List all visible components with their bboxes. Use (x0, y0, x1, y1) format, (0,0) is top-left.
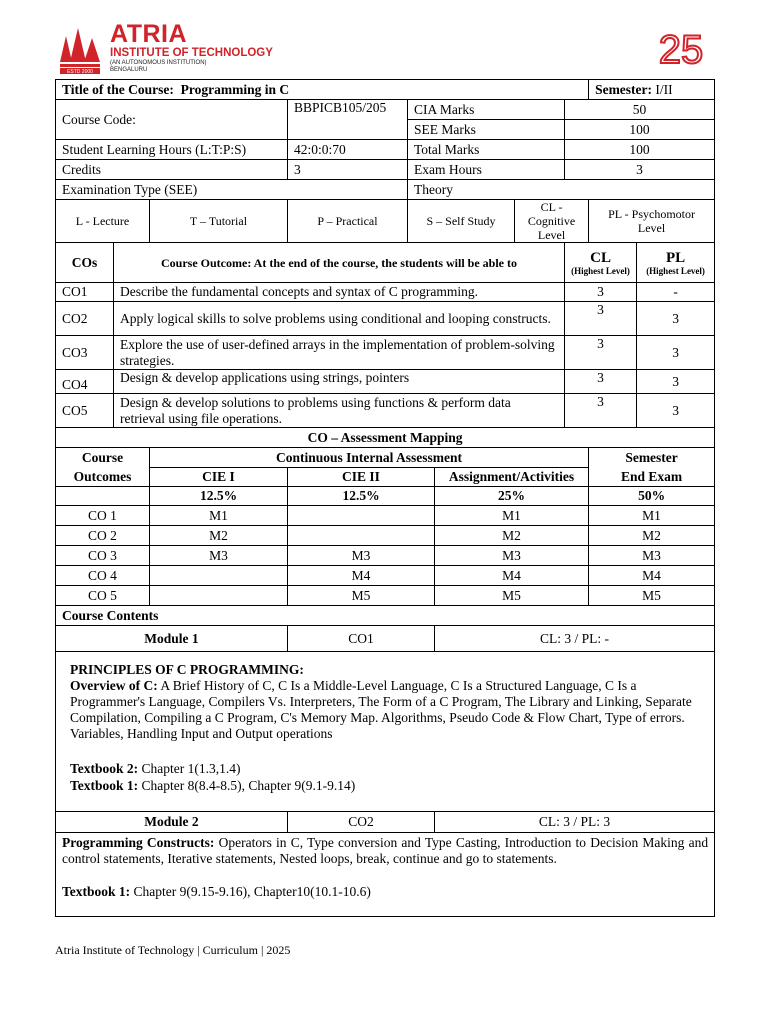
total-marks-value: 100 (565, 140, 715, 160)
co-text: Explore the use of user-defined arrays in the implementation of problem-solving strategies. (114, 336, 565, 370)
mapping-cie1: M3 (150, 546, 288, 566)
module-1-overview (70, 678, 700, 742)
module-1-textbook-2 (70, 760, 700, 777)
mapping-end-exam-label: End Exam (620, 469, 683, 484)
logo-est-text: ESTD 2000 (67, 69, 93, 74)
cl-header (565, 243, 637, 283)
module-1-header (56, 626, 715, 652)
co-id: CO4 (56, 370, 114, 394)
mapping-assign: M5 (435, 586, 589, 606)
module-1-tb1-text: Chapter 8(8.4-8.5), Chapter 9(9.1-9.14) (141, 778, 356, 793)
legend-cognitive: CL - Cognitive Level (515, 200, 589, 243)
module-2-co: CO2 (288, 812, 435, 833)
mapping-co: CO 3 (56, 546, 150, 566)
mapping-see: M5 (589, 586, 715, 606)
mapping-assign: M1 (435, 506, 589, 526)
semester-value: I/II (655, 81, 673, 97)
co-id: CO2 (56, 302, 114, 336)
co-pl: 3 (637, 336, 715, 370)
mapping-assignment-weight: 25% (435, 487, 589, 506)
mapping-co: CO 5 (56, 586, 150, 606)
semester-cell (589, 80, 715, 100)
logo-subtitle: INSTITUTE OF TECHNOLOGY (110, 47, 273, 59)
page-header (0, 0, 768, 80)
mapping-co: CO 2 (56, 526, 150, 546)
co-text: Design & develop solutions to problems using functions & perform data retrieval using file operations. (114, 394, 565, 428)
mapping-cie2: M3 (288, 546, 435, 566)
mapping-cie2 (288, 506, 435, 526)
module-2-pc-label: Programming Constructs: (62, 835, 215, 850)
exam-hours-value: 3 (565, 160, 715, 180)
module-1-tb1-label: Textbook 1: (70, 778, 139, 793)
outcome-row (56, 370, 715, 394)
total-marks-label: Total Marks (408, 140, 565, 160)
mapping-see: M2 (589, 526, 715, 546)
legend-practical: P – Practical (288, 200, 408, 243)
exam-type-label: Examination Type (SEE) (56, 180, 408, 200)
course-title-value: Programming in C (180, 81, 290, 97)
see-marks-value: 100 (565, 120, 715, 140)
mapping-outcomes-label: Outcomes (73, 469, 132, 484)
mapping-cie2 (288, 526, 435, 546)
outcome-row (56, 283, 715, 302)
module-2-textbook-1 (62, 884, 708, 900)
mapping-see-header (589, 448, 715, 487)
co-pl: 3 (637, 302, 715, 336)
co-text: Design & develop applications using strings, pointers (114, 370, 565, 394)
mapping-cie1: M1 (150, 506, 288, 526)
legend-tutorial: T – Tutorial (150, 200, 288, 243)
course-table (55, 79, 715, 917)
badge-number: 25 (658, 28, 704, 72)
mapping-row (56, 586, 715, 606)
legend-self-study: S – Self Study (408, 200, 515, 243)
mapping-assign: M2 (435, 526, 589, 546)
outcome-row (56, 394, 715, 428)
mapping-semester-label: Semester (625, 450, 678, 465)
cia-marks-value: 50 (565, 100, 715, 120)
mapping-cie1 (150, 566, 288, 586)
module-2-pc-text: Operators in C, Type conversion and Type Casting, Introduction to Decision Making and control statements, Iterative statements, Nested loops, break, continue and go to statements. (62, 835, 709, 866)
credits-value: 3 (288, 160, 408, 180)
course-code-value: BBPICB105/205 (288, 100, 408, 140)
logo-tagline: (AN AUTONOMOUS INSTITUTION) (110, 60, 207, 66)
course-outcome-header: Course Outcome: At the end of the course, the students will be able to (114, 243, 565, 283)
logo-emblem-icon (56, 22, 104, 74)
module-1-co: CO1 (288, 626, 435, 652)
module-2-tb1-text: Chapter 9(9.15-9.16), Chapter10(10.1-10.6) (133, 884, 371, 899)
module-2-level: CL: 3 / PL: 3 (435, 812, 715, 833)
see-marks-label: SEE Marks (408, 120, 565, 140)
module-2-header (56, 812, 715, 833)
outcome-row (56, 302, 715, 336)
module-2-tb1-label: Textbook 1: (62, 884, 131, 899)
co-text: Describe the fundamental concepts and syntax of C programming. (114, 283, 565, 302)
co-cl: 3 (565, 336, 637, 370)
co-cl: 3 (565, 302, 637, 336)
mapping-cie1: M2 (150, 526, 288, 546)
exam-hours-label: Exam Hours (408, 160, 565, 180)
pl-header (637, 243, 715, 283)
module-2-constructs (62, 835, 708, 867)
cos-header: COs (56, 243, 114, 283)
mapping-co: CO 4 (56, 566, 150, 586)
module-1-level: CL: 3 / PL: - (435, 626, 715, 652)
semester-label: Semester: (595, 81, 653, 97)
module-1-heading: PRINCIPLES OF C PROGRAMMING: (70, 662, 304, 677)
module-1-name: Module 1 (56, 626, 288, 652)
mapping-see: M1 (589, 506, 715, 526)
mapping-cie2-weight: 12.5% (288, 487, 435, 506)
mapping-assignment-header: Assignment/Activities (435, 468, 589, 487)
co-cl: 3 (565, 370, 637, 394)
legend-lecture: L - Lecture (56, 200, 150, 243)
legend-psychomotor: PL - Psychomotor Level (589, 200, 715, 243)
silver-jubilee-badge-icon (656, 21, 710, 75)
co-pl: 3 (637, 394, 715, 428)
logo-title: ATRIA (110, 20, 188, 48)
institute-logo (56, 20, 296, 76)
co-id: CO1 (56, 283, 114, 302)
mapping-see-weight: 50% (589, 487, 715, 506)
co-pl: 3 (637, 370, 715, 394)
learning-hours-value: 42:0:0:70 (288, 140, 408, 160)
pl-header-sub: (Highest Level) (646, 265, 705, 276)
module-1-overview-label: Overview of C: (70, 678, 158, 693)
learning-hours-label: Student Learning Hours (L:T:P:S) (56, 140, 288, 160)
cl-header-label: CL (590, 249, 611, 266)
mapping-title: CO – Assessment Mapping (56, 428, 715, 448)
mapping-cie1-weight: 12.5% (150, 487, 288, 506)
mapping-co: CO 1 (56, 506, 150, 526)
co-cl: 3 (565, 283, 637, 302)
mapping-row (56, 526, 715, 546)
co-id: CO5 (56, 394, 114, 428)
mapping-weight-spacer (56, 487, 150, 506)
mapping-row (56, 546, 715, 566)
mapping-course-label: Course (81, 450, 124, 465)
mapping-cie2-header: CIE II (288, 468, 435, 487)
mapping-cie1-header: CIE I (150, 468, 288, 487)
credits-label: Credits (56, 160, 288, 180)
pl-header-label: PL (665, 249, 686, 266)
co-pl: - (637, 283, 715, 302)
course-code-label: Course Code: (56, 100, 288, 140)
course-contents-title: Course Contents (56, 606, 715, 626)
mapping-see: M4 (589, 566, 715, 586)
module-1-content (56, 652, 715, 812)
logo-city: BENGALURU (110, 67, 148, 73)
mapping-course-outcomes-header (56, 448, 150, 487)
module-1-textbook-1 (70, 777, 700, 794)
module-2-name: Module 2 (56, 812, 288, 833)
mapping-row (56, 506, 715, 526)
page-footer: Atria Institute of Technology | Curriculum | 2025 (55, 943, 291, 957)
outcome-row (56, 336, 715, 370)
co-id: CO3 (56, 336, 114, 370)
mapping-row (56, 566, 715, 586)
mapping-see: M3 (589, 546, 715, 566)
mapping-cie1 (150, 586, 288, 606)
course-title-cell (56, 80, 589, 100)
exam-type-value: Theory (408, 180, 715, 200)
cia-marks-label: CIA Marks (408, 100, 565, 120)
mapping-assign: M3 (435, 546, 589, 566)
co-text: Apply logical skills to solve problems using conditional and looping constructs. (114, 302, 565, 336)
module-1-overview-text: A Brief History of C, C Is a Middle-Level Language, C Is a Structured Language, C Is a Programmer's Language, Compilers Vs. Interpreters, The Form of a C Program, The Library and Linking, Separate Compilation, Compiling a C Program, C's Memory Map. Algorithms, Pseudo Code & Flow Chart, Type of errors. Variables, Handling Input and Output operations (70, 678, 692, 741)
module-1-tb2-text: Chapter 1(1.3,1.4) (141, 761, 241, 776)
course-title-label: Title of the Course: (62, 81, 174, 97)
mapping-cie2: M4 (288, 566, 435, 586)
cl-header-sub: (Highest Level) (571, 265, 630, 276)
mapping-cia-header: Continuous Internal Assessment (150, 448, 589, 468)
module-2-content (56, 833, 715, 917)
module-1-tb2-label: Textbook 2: (70, 761, 139, 776)
mapping-cie2: M5 (288, 586, 435, 606)
mapping-assign: M4 (435, 566, 589, 586)
co-cl: 3 (565, 394, 637, 428)
